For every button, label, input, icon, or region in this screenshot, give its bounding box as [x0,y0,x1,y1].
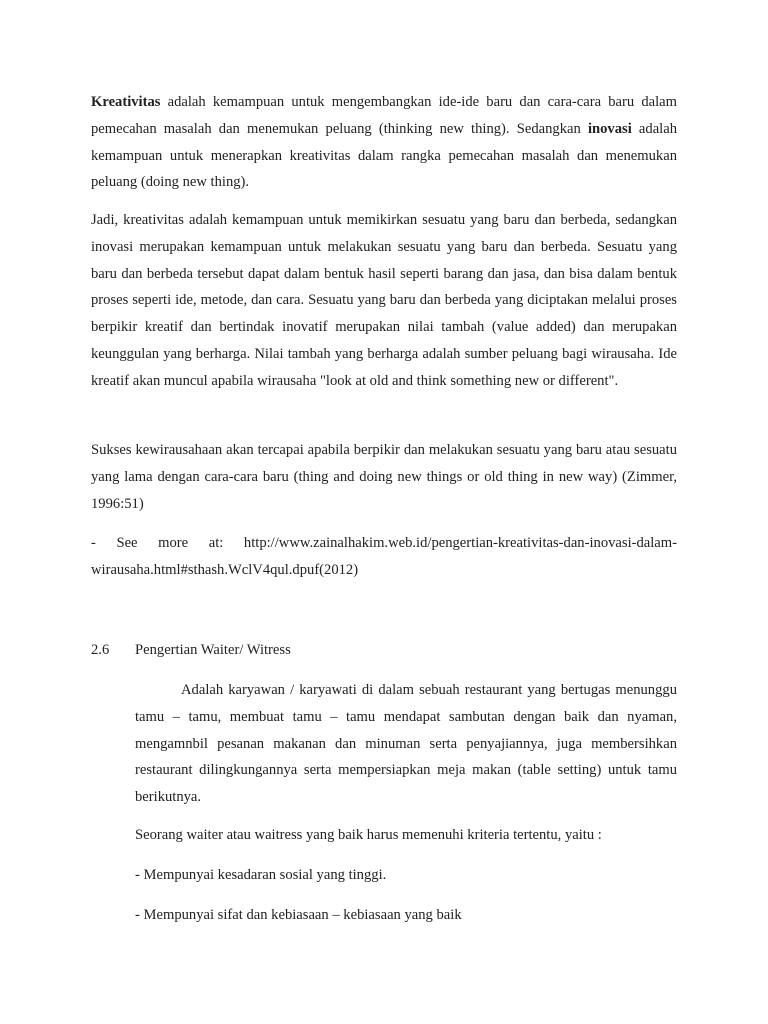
list-item: - Mempunyai kesadaran sosial yang tinggi. [135,867,387,883]
paragraph-success: Sukses kewirausahaan akan tercapai apabila berpikir dan melakukan sesuatu yang baru atau sesuatu yang lama dengan cara-cara baru (thing and doing new things or old thing in new way) (Zimmer, 1996:51) [91,442,677,512]
source-link-line[interactable]: wirausaha.html#sthash.WclV4qul.dpuf(2012) [91,561,359,578]
source-reference [91,530,677,584]
paragraph-waiter-definition: Adalah karyawan / karyawati di dalam sebuah restaurant yang bertugas menunggu tamu – tamu, membuat tamu – tamu mendapat sambutan dengan baik dan nyaman, mengamnbil pesanan makanan dan minuman serta penyajiannya, juga membersihkan restaurant dilingkungannya serta mempersiapkan meja makan (table setting) untuk tamu berikutnya. [135,682,677,806]
paragraph-explanation: Jadi, kreativitas adalah kemampuan untuk memikirkan sesuatu yang baru dan berbeda, sedangkan inovasi merupakan kemampuan untuk melakukan sesuatu yang baru dan berbeda. Sesuatu yang baru dan berbeda tersebut dapat dalam bentuk hasil seperti barang dan jasa, dan bisa dalam bentuk proses seperti ide, metode, dan cara. Sesuatu yang baru dan berbeda yang diciptakan melalui proses berpikir kreatif dan bertindak inovatif merupakan nilai tambah (value added) dan merupakan keunggulan yang berharga. Nilai tambah yang berharga adalah sumber peluang bagi wirausaha. Ide kreatif akan muncul apabila wirausaha "look at old and think something new or different". [91,212,677,389]
paragraph-text: adalah kemampuan untuk mengembangkan ide-ide baru dan cara-cara baru dalam pemecahan masalah dan menemukan peluang (thinking new thing). Sedangkan [91,94,677,137]
paragraph-text: adalah kemampuan untuk menerapkan kreativitas dalam rangka pemecahan masalah dan menemukan peluang (doing new thing). [91,120,678,191]
paragraph-criteria: Seorang waiter atau waitress yang baik harus memenuhi kriteria tertentu, yaitu : [135,827,602,843]
term-kreativitas: Kreativitas [91,94,161,110]
section-heading [91,637,291,664]
section-number: 2.6 [91,642,110,658]
list-item: - Mempunyai sifat dan kebiasaan – kebiasaan yang baik [135,907,462,923]
section-title: Pengertian Waiter/ Witress [135,642,291,658]
source-link-line[interactable]: - See more at: http://www.zainalhakim.web.id/pengertian-kreativitas-dan-inovasi-dalam- [91,535,677,551]
term-inovasi: inovasi [587,120,632,137]
paragraph-definition [91,89,677,196]
